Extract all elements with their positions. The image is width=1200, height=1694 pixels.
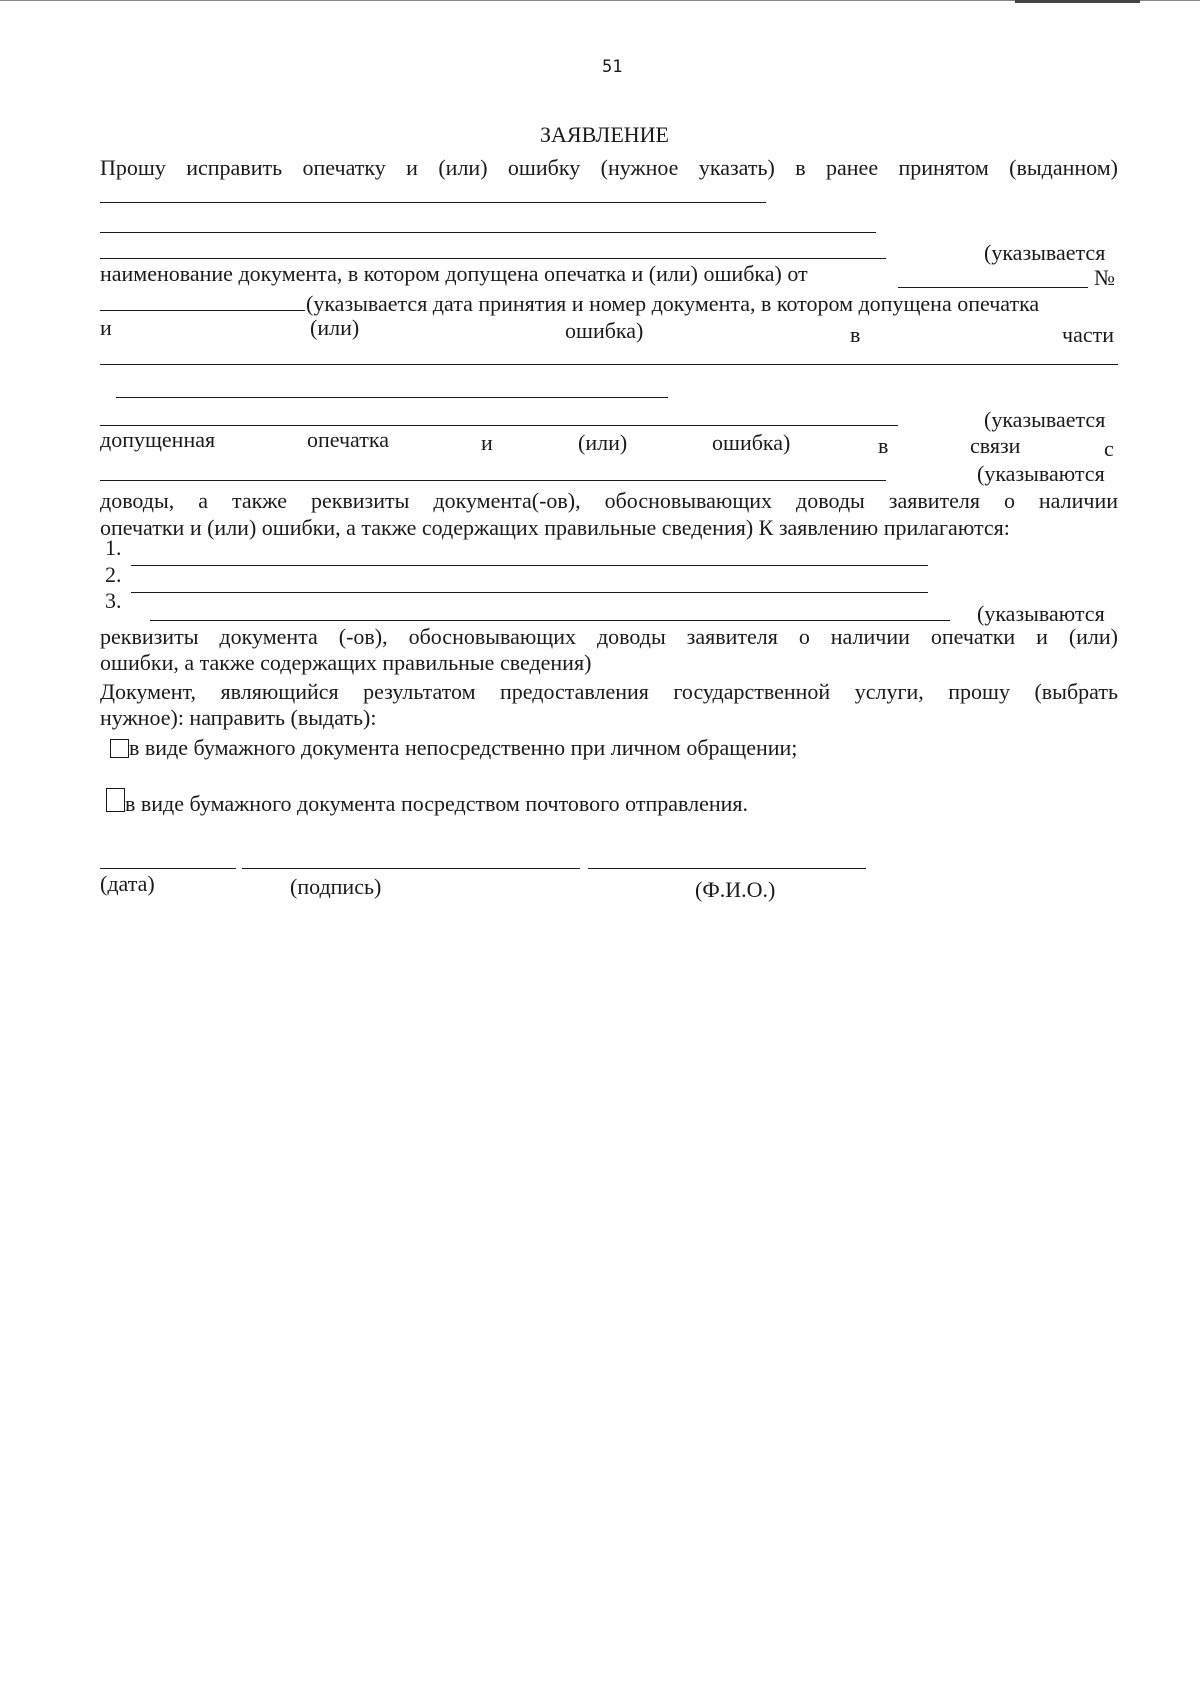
row-err-word-6: в [878,433,889,458]
attachment-line-2 [131,592,928,593]
intro-text: Прошу исправить опечатку и (или) ошибку (нужное указать) в ранее принятом (выданном) [100,155,1118,180]
blank-line-reasons [100,480,886,481]
signature-line-name [588,868,866,869]
label-date: (дата) [100,871,155,896]
blank-line-part-1 [100,364,1118,365]
blank-line-number [100,310,305,311]
label-name: (Ф.И.О.) [695,877,776,902]
result-line-2: нужное): направить (выдать): [100,705,377,730]
row-err-word-1: допущенная [100,427,216,452]
attachment-line-1 [131,565,928,566]
row-err-word-4: (или) [578,430,628,455]
row-part-word-4: в [850,322,861,347]
signature-line-date [100,868,236,869]
row-err-word-8: с [1104,436,1114,461]
attachment-number-1: 1. [105,535,122,560]
requisites-line-1: реквизиты документа (-ов), обосновывающих доводы заявителя о наличии опечатки и (или) [100,624,1118,649]
blank-line-part-3 [100,425,898,426]
attachment-number-3: 3. [105,588,122,613]
document-title: ЗАЯВЛЕНИЕ [540,122,669,147]
hint-doc-name: (указывается [984,240,1106,265]
blank-line-doc-3 [100,258,886,259]
blank-line-doc-2 [100,232,876,233]
reasons-line-1: доводы, а также реквизиты документа(-ов), обосновывающих доводы заявителя о наличии [100,488,1118,513]
row-part-word-1: и [100,315,112,340]
signature-line-sign [242,868,580,869]
attachment-number-2: 2. [105,562,122,587]
hint-requisites: (указываются [977,601,1105,626]
option-checkbox-by-mail[interactable] [106,788,125,812]
blank-line-date [898,287,1088,288]
attachment-line-3 [150,620,950,621]
row-err-word-2: опечатка [307,427,389,452]
reasons-line-2: опечатки и (или) ошибки, а также содержащих правильные сведения) К заявлению прилагаются: [100,515,1010,540]
hint-error: (указывается [984,407,1106,432]
option-label-in-person: в виде бумажного документа непосредственно при личном обращении; [129,735,798,760]
row-err-word-5: ошибка) [712,430,791,455]
row-err-word-3: и [481,430,493,455]
option-label-by-mail: в виде бумажного документа посредством почтового отправления. [125,791,748,816]
row-part-word-2: (или) [310,315,360,340]
blank-line-doc-1 [100,202,766,203]
label-signature: (подпись) [290,874,382,899]
row-part-word-3: ошибка) [565,318,644,343]
number-sign: № [1094,265,1115,290]
scan-mark [1015,0,1140,3]
page-number: 51 [602,57,623,77]
blank-line-part-2 [116,397,668,398]
date-num-text: (указывается дата принятия и номер документа, в котором допущена опечатка [306,291,1040,316]
option-checkbox-in-person[interactable] [110,739,129,758]
hint-reasons: (указываются [977,461,1105,486]
row-err-word-7: связи [970,433,1021,458]
requisites-line-2: ошибки, а также содержащих правильные сведения) [100,650,592,675]
row-part-word-5: части [1062,322,1114,347]
result-line-1: Документ, являющийся результатом предоставления государственной услуги, прошу (выбрать [100,679,1118,704]
doc-name-text: наименование документа, в котором допущена опечатка и (или) ошибка) от [100,261,808,286]
